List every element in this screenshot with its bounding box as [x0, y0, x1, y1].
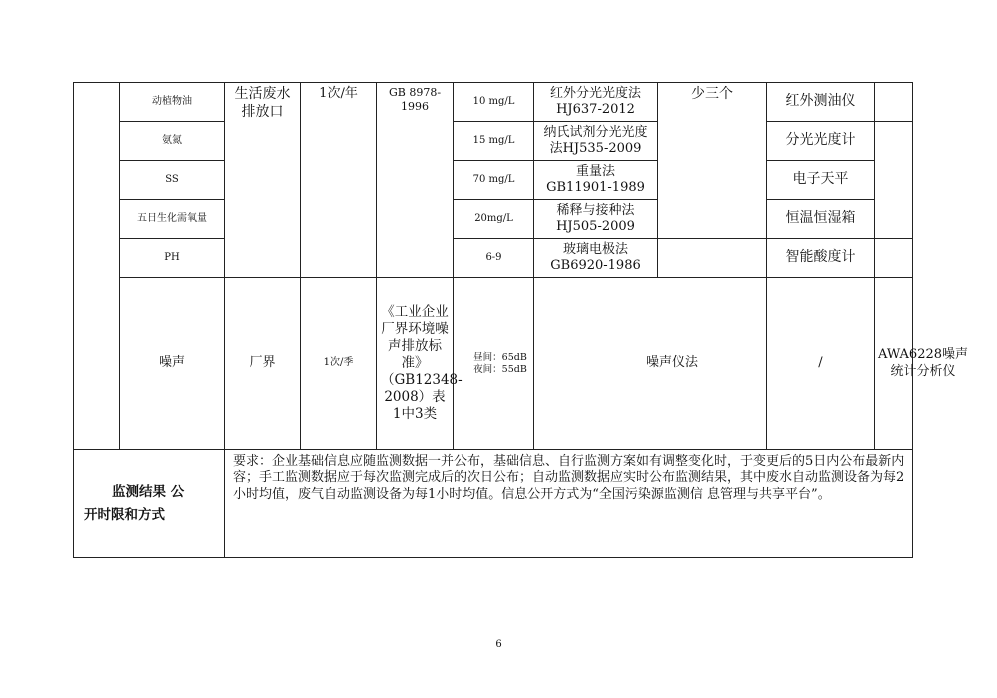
disclosure-label-cell — [74, 450, 225, 558]
method-text: 重量法GB11901-1989 — [546, 163, 645, 195]
page-number: 6 — [495, 639, 502, 650]
instrument-cell: 智能酸度计 — [767, 239, 875, 278]
item-cell: PH — [120, 239, 225, 278]
standard-cell — [377, 83, 454, 278]
method-cell — [534, 122, 658, 161]
item-cell: 氨氮 — [120, 122, 225, 161]
monitoring-table — [73, 82, 969, 558]
method-text: 稀释与接种法HJ505-2009 — [556, 202, 635, 234]
instrument-cell: 电子天平 — [767, 161, 875, 200]
noise-limit-cell — [454, 278, 534, 450]
noise-instrument-text: AWA6228噪声统计分析仪 — [877, 347, 969, 379]
method-cell — [534, 239, 658, 278]
noise-point-cell: 厂界 — [225, 278, 301, 450]
limit-cell: 70 mg/L — [454, 161, 534, 200]
standard-text: GB 8978-1996 — [388, 86, 442, 113]
instrument-cell: 分光光度计 — [767, 122, 875, 161]
noise-standard-text: 《工业企业厂界环境噪声排放标准》（GB12348-2008）表1中3类 — [381, 304, 463, 422]
remark-cell — [875, 239, 913, 278]
monitoring-point-cell — [225, 83, 301, 278]
disclosure-label-line1: 监测结果 公 — [112, 483, 185, 500]
limit-cell: 10 mg/L — [454, 83, 534, 122]
limit-cell: 20mg/L — [454, 200, 534, 239]
item-cell: 五日生化需氧量 — [120, 200, 225, 239]
limit-cell: 15 mg/L — [454, 122, 534, 161]
category-cell — [74, 83, 120, 450]
disclosure-text-cell: 要求：企业基础信息应随监测数据一并公布，基础信息、自行监测方案如有调整变化时，于变更后的5日内公布最新内容；手工监测数据应于每次监测完成后的次日公布；自动监测数据应实时公布监测结果，其中废水自动监测设备为每2小时均值，废气自动监测设备为每1小时均值。信息公开方式为“全国污染源监测信 息管理与共享平台”。 — [225, 450, 913, 558]
method-cell — [534, 83, 658, 122]
qc-cell: 少三个 — [658, 83, 767, 239]
method-cell — [534, 161, 658, 200]
noise-item-cell: 噪声 — [120, 278, 225, 450]
remark-cell — [875, 83, 913, 122]
monitoring-point-text: 生活废水排放口 — [234, 86, 291, 120]
noise-standard-cell — [377, 278, 463, 450]
disclosure-label-line2: 开时限和方式 — [84, 506, 165, 523]
remark-cell — [875, 122, 913, 239]
instrument-cell: 红外测油仪 — [767, 83, 875, 122]
limit-cell: 6-9 — [454, 239, 534, 278]
noise-instrument-cell — [875, 278, 969, 450]
item-cell: SS — [120, 161, 225, 200]
method-cell — [534, 200, 658, 239]
method-text: 纳氏试剂分光光度法HJ535-2009 — [543, 124, 648, 156]
noise-frequency-cell: 1次/季 — [301, 278, 377, 450]
noise-limit-text: 昼间：65dB 夜间：55dB — [473, 351, 527, 375]
method-text: 玻璃电极法GB6920-1986 — [550, 241, 641, 273]
frequency-cell: 1次/年 — [301, 83, 377, 278]
noise-method-cell: 噪声仪法 — [534, 278, 767, 450]
item-cell: 动植物油 — [120, 83, 225, 122]
qc-cell-empty — [658, 239, 767, 278]
noise-qc-cell: / — [767, 278, 875, 450]
instrument-cell: 恒温恒湿箱 — [767, 200, 875, 239]
method-text: 红外分光光度法HJ637-2012 — [549, 85, 641, 117]
